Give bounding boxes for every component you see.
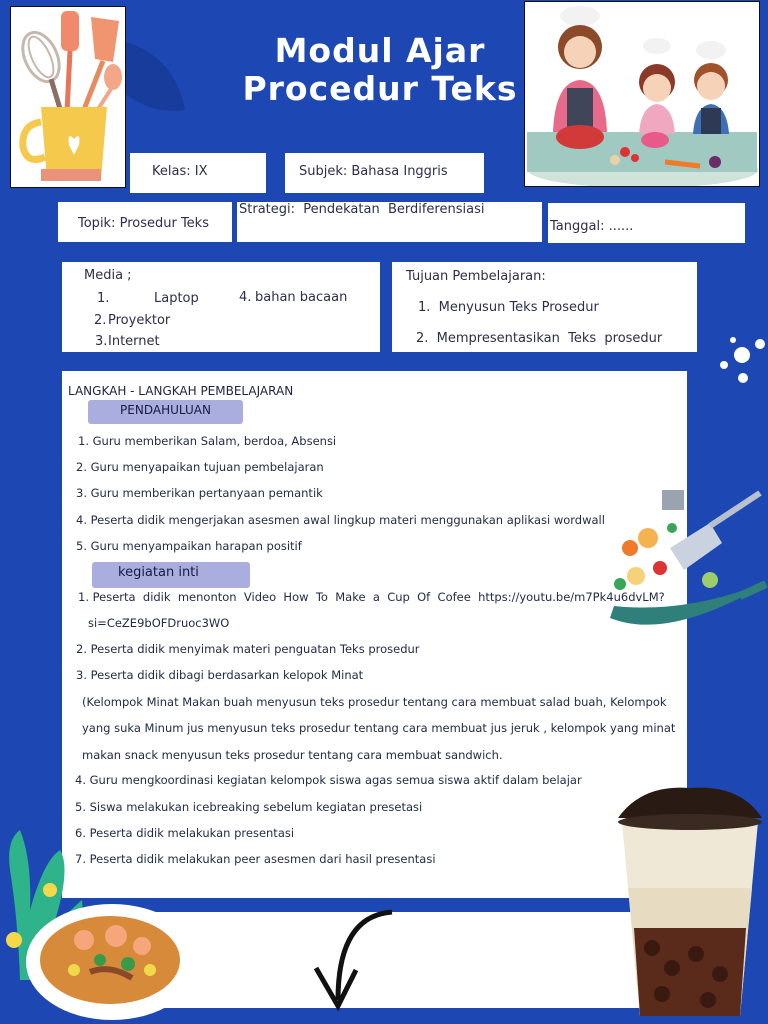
pendahuluan-step: 5. Guru menyampaikan harapan positif bbox=[76, 539, 302, 553]
tanggal-text: Tanggal: ...... bbox=[550, 219, 634, 234]
pendahuluan-step: 3. Guru memberikan pertanyaan pemantik bbox=[76, 486, 323, 500]
kelas-box bbox=[130, 153, 266, 193]
steps-box bbox=[62, 371, 687, 898]
strategi-box bbox=[237, 202, 542, 242]
curved-arrow-icon bbox=[308, 908, 398, 1012]
media-item-num: 4. bbox=[239, 290, 252, 305]
inti-step-3-detail: (Kelompok Minat Makan buah menyusun teks prosedur tentang cara membuat salad buah, Kelompok bbox=[82, 695, 667, 709]
strategi-text: Strategi: Pendekatan Berdiferensiasi bbox=[239, 202, 485, 217]
inti-step-6: 6. Peserta didik melakukan presentasi bbox=[75, 826, 295, 840]
media-item-laptop: Laptop bbox=[154, 291, 199, 306]
inti-step-3-detail: yang suka Minum jus menyusun teks prosedur tentang cara membuat jus jeruk , kelompok yang minat bbox=[82, 721, 676, 735]
tanggal-box bbox=[548, 203, 745, 243]
tujuan-item: 1. Menyusun Teks Prosedur bbox=[418, 300, 599, 315]
media-item-num: 1. bbox=[97, 291, 110, 306]
media-item-proyektor: Proyektor bbox=[108, 313, 171, 328]
topik-box bbox=[58, 202, 232, 242]
inti-step-1: 1. Peserta didik menonton Video How To Make a Cup Of Cofee https://youtu.be/m7Pk4u6dvLM? bbox=[78, 590, 665, 604]
inti-step-7: 7. Peserta didik melakukan peer asesmen dari hasil presentasi bbox=[75, 852, 436, 866]
kegiatan-inti-label: kegiatan inti bbox=[92, 562, 250, 588]
steps-heading: LANGKAH - LANGKAH PEMBELAJARAN bbox=[68, 384, 294, 398]
inti-step-2: 2. Peserta didik menyimak materi penguatan Teks prosedur bbox=[76, 642, 420, 656]
topik-text: Topik: Prosedur Teks bbox=[78, 216, 209, 231]
pendahuluan-label: PENDAHULUAN bbox=[88, 400, 243, 424]
title-line-2: Procedur Teks bbox=[242, 69, 518, 108]
kitchen-utensils-illustration bbox=[10, 6, 126, 188]
inti-step-4: 4. Guru mengkoordinasi kegiatan kelompok siswa agas semua siswa aktif dalam belajar bbox=[75, 773, 582, 787]
inti-step-3-detail: makan snack menyusun teks prosedur tentang cara membuat sandwich. bbox=[82, 748, 503, 762]
bubble-tea-illustration bbox=[612, 778, 768, 1024]
pendahuluan-step: 2. Guru menyapaikan tujuan pembelajaran bbox=[76, 460, 324, 474]
kelas-text: Kelas: IX bbox=[152, 164, 208, 179]
fried-rice-illustration bbox=[24, 900, 200, 1022]
subjek-text: Subjek: Bahasa Inggris bbox=[299, 164, 448, 179]
tujuan-box bbox=[392, 262, 697, 352]
media-box bbox=[62, 262, 380, 352]
tujuan-item: 2. Mempresentasikan Teks prosedur bbox=[416, 331, 663, 346]
inti-step-5: 5. Siswa melakukan icebreaking sebelum kegiatan presetasi bbox=[75, 800, 423, 814]
tujuan-label: Tujuan Pembelajaran: bbox=[406, 269, 546, 284]
media-item-internet: Internet bbox=[108, 334, 160, 349]
pendahuluan-step: 1. Guru memberikan Salam, berdoa, Absensi bbox=[78, 434, 337, 448]
family-cooking-illustration bbox=[524, 1, 760, 187]
frying-pan-illustration bbox=[600, 488, 768, 643]
media-label: Media ; bbox=[84, 268, 132, 283]
media-item-num: 3. bbox=[95, 334, 108, 349]
pendahuluan-step: 4. Peserta didik mengerjakan asesmen awal lingkup materi menggunakan aplikasi wordwall bbox=[76, 513, 605, 527]
media-item-num: 2. bbox=[94, 313, 107, 328]
title-line-1: Modul Ajar bbox=[274, 31, 486, 70]
subjek-box bbox=[285, 153, 484, 193]
inti-step-1-link: si=CeZE9bOFDruoc3WO bbox=[88, 616, 230, 630]
inti-step-3: 3. Peserta didik dibagi berdasarkan kelopok Minat bbox=[76, 668, 364, 682]
media-item-bahan-bacaan: bahan bacaan bbox=[255, 290, 348, 305]
